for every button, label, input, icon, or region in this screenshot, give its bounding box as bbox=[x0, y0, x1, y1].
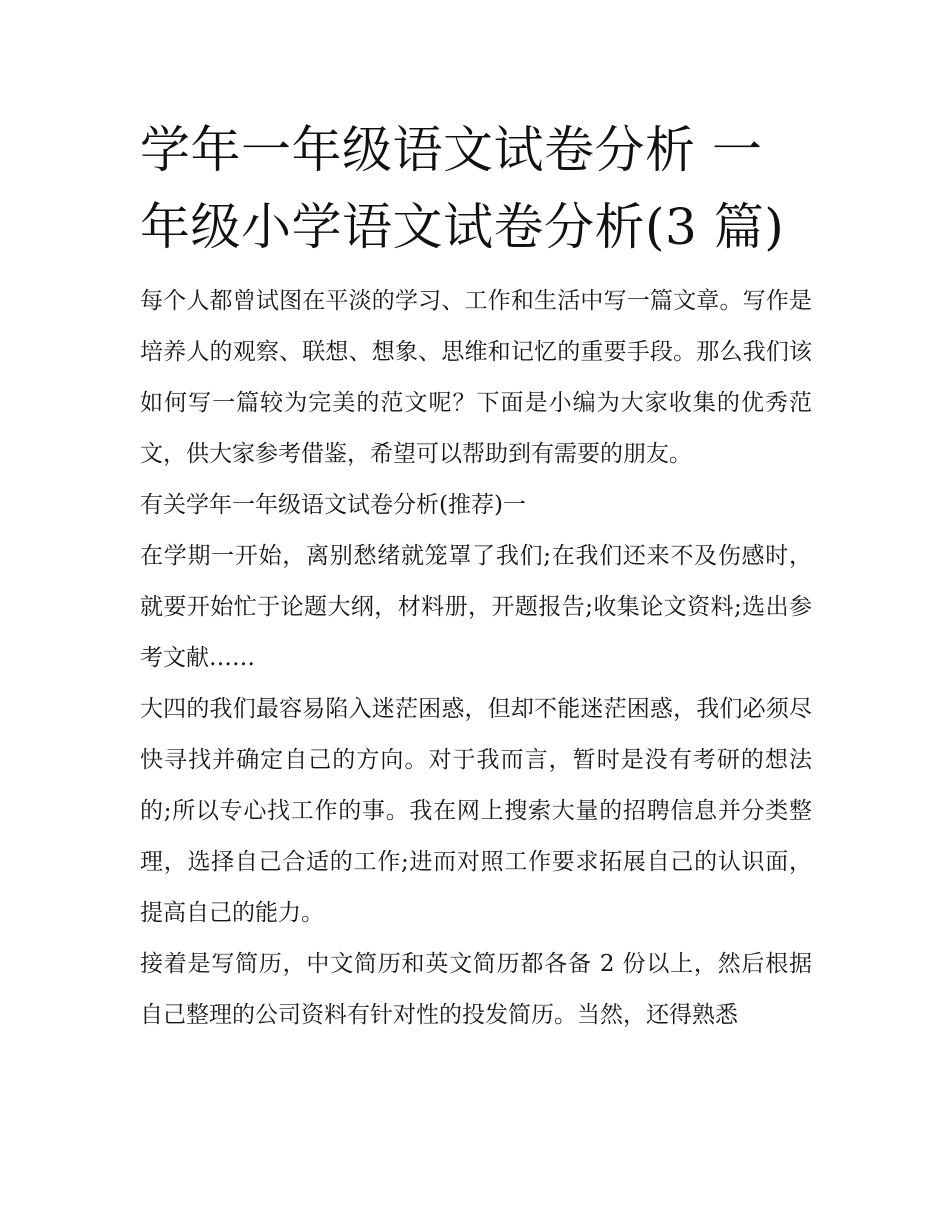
intro-paragraph: 每个人都曾试图在平淡的学习、工作和生活中写一篇文章。写作是培养人的观察、联想、想象、思维和记忆的重要手段。那么我们该如何写一篇较为完美的范文呢？下面是小编为大家收集的优秀范文，供大家参考借鉴，希望可以帮助到有需要的朋友。 bbox=[140, 288, 812, 467]
document-title: 学年一年级语文试卷分析 一年级小学语文试卷分析(3 篇) bbox=[140, 121, 785, 256]
body-paragraph: 在学期一开始，离别愁绪就笼罩了我们;在我们还来不及伤感时，就要开始忙于论题大纲，材料册，开题报告;收集论文资料;选出参考文献…… bbox=[140, 543, 812, 671]
document-body bbox=[140, 112, 812, 1041]
section-heading: 有关学年一年级语文试卷分析(推荐)一 bbox=[140, 492, 526, 518]
body-paragraph: 大四的我们最容易陷入迷茫困惑，但却不能迷茫困惑，我们必须尽快寻找并确定自己的方向。对于我而言，暂时是没有考研的想法的;所以专心找工作的事。我在网上搜索大量的招聘信息并分类整理，选择自己合适的工作;进而对照工作要求拓展自己的认识面，提高自己的能力。 bbox=[140, 696, 812, 926]
body-paragraph: 接着是写简历，中文简历和英文简历都各备 2 份以上，然后根据自己整理的公司资料有针对性的投发简历。当然，还得熟悉 bbox=[140, 951, 812, 1028]
